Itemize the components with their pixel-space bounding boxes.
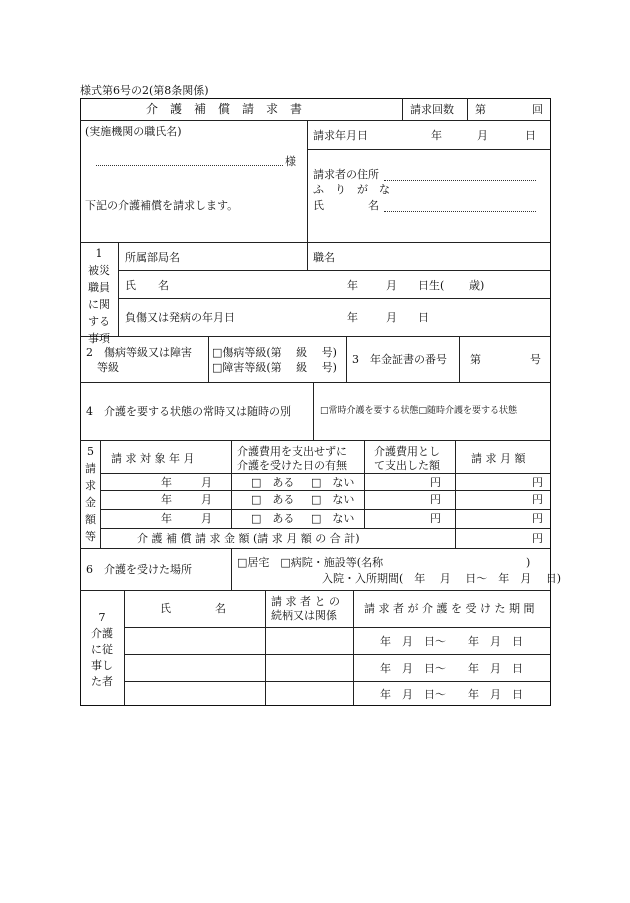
claim-row-yes[interactable]: □ ある <box>251 476 295 489</box>
injury-day: 日 <box>418 311 429 324</box>
request-count-dai: 第 <box>475 103 486 116</box>
claim-row-no[interactable]: □ ない <box>311 512 355 525</box>
injury-year: 年 <box>347 311 358 324</box>
care-state-options[interactable]: □常時介護を要する状態□随時介護を要する状態 <box>320 406 518 416</box>
caregiver-period: 年 月 日～ 年 月 日 <box>380 688 523 701</box>
form-title: 介 護 補 償 請 求 書 <box>146 102 303 116</box>
section2-label-a: 2 傷病等級又は障害 <box>86 346 192 359</box>
claim-row-claim-yen: 円 <box>532 476 543 489</box>
claim-row-month: 月 <box>201 493 212 506</box>
claim-row-paid-yen: 円 <box>430 512 441 525</box>
employee-name-label: 氏 名 <box>125 279 169 292</box>
section2-label-b: 等級 <box>97 361 119 374</box>
claim-row-yes[interactable]: □ ある <box>251 493 295 506</box>
form-number: 様式第6号の2(第8条関係) <box>80 84 209 97</box>
claimant-address-field[interactable] <box>384 180 536 181</box>
claimant-name-label: 氏 名 <box>313 199 379 212</box>
claimant-name-field[interactable] <box>384 211 536 212</box>
request-date-label: 請求年月日 <box>313 129 368 142</box>
pension-number-label: 3 年金証書の番号 <box>352 353 447 366</box>
request-date-day: 日 <box>525 129 536 142</box>
total-claim-label: 介 護 補 償 請 求 金 額 (請 求 月 額 の 合 計) <box>137 532 360 545</box>
request-count-label: 請求回数 <box>410 103 454 116</box>
admission-period: 入院・入所期間( 年 月 日～ 年 月 日) <box>322 572 562 585</box>
claim-row-claim-yen: 円 <box>532 493 543 506</box>
injury-date-label: 負傷又は発病の年月日 <box>125 311 235 324</box>
birth-age: 歳) <box>469 279 485 292</box>
care-place-options[interactable]: □居宅 □病院・施設等(名称 <box>237 556 384 569</box>
disease-grade-option[interactable]: □傷病等級(第 級 号) <box>212 346 337 359</box>
addressee-field[interactable] <box>96 165 283 166</box>
col-monthly-claim: 請 求 月 額 <box>471 452 526 465</box>
pension-number-go: 号 <box>530 353 541 366</box>
col-paid-amount-b: て支出した額 <box>374 459 440 472</box>
caregiver-period: 年 月 日～ 年 月 日 <box>380 635 523 648</box>
request-statement: 下記の介護補償を請求します。 <box>85 199 239 212</box>
section1-label: 1 被災 職員 に関 する 事項 <box>88 247 110 345</box>
relation-header-a: 請 求 者 と の <box>271 595 340 608</box>
injury-month: 月 <box>386 311 397 324</box>
birth-month: 月 <box>386 279 397 292</box>
claim-row-claim-yen: 円 <box>532 512 543 525</box>
col-unpaid-care-a: 介護費用を支出せずに <box>237 445 347 458</box>
claim-row-year: 年 <box>161 476 172 489</box>
total-claim-yen: 円 <box>532 532 543 545</box>
care-period-header: 請 求 者 が 介 護 を 受 け た 期 間 <box>364 602 535 615</box>
claim-row-no[interactable]: □ ない <box>311 493 355 506</box>
department-label: 所属部局名 <box>125 251 180 264</box>
furigana-label: ふ り が な <box>313 183 390 196</box>
claim-row-paid-yen: 円 <box>430 476 441 489</box>
claim-row-yes[interactable]: □ ある <box>251 512 295 525</box>
sama-suffix: 様 <box>285 155 296 168</box>
addressee-label: (実施機関の職氏名) <box>85 125 182 138</box>
section6-label: 6 介護を受けた場所 <box>86 563 192 576</box>
caregiver-period: 年 月 日～ 年 月 日 <box>380 662 523 675</box>
job-title-label: 職名 <box>313 251 335 264</box>
claimant-address-label: 請求者の住所 <box>313 168 379 181</box>
claim-row-year: 年 <box>161 512 172 525</box>
birth-year: 年 <box>347 279 358 292</box>
pension-number-dai: 第 <box>470 353 481 366</box>
request-count-kai: 回 <box>532 103 543 116</box>
claim-row-no[interactable]: □ ない <box>311 476 355 489</box>
claim-row-month: 月 <box>201 476 212 489</box>
birth-day: 日生( <box>418 279 445 292</box>
claim-row-year: 年 <box>161 493 172 506</box>
claim-row-month: 月 <box>201 512 212 525</box>
section7-label: 7 介護 に従 事し た者 <box>91 611 113 688</box>
caregiver-name-header: 氏 名 <box>160 602 226 615</box>
col-unpaid-care-b: 介護を受けた日の有無 <box>237 459 347 472</box>
care-place-close-paren: ) <box>526 556 531 569</box>
claim-row-paid-yen: 円 <box>430 493 441 506</box>
section4-label: 4 介護を要する状態の常時又は随時の別 <box>86 405 291 418</box>
disability-grade-option[interactable]: □障害等級(第 級 号) <box>212 361 337 374</box>
col-paid-amount-a: 介護費用とし <box>374 445 440 458</box>
relation-header-b: 続柄又は関係 <box>271 609 337 622</box>
request-date-year: 年 <box>431 129 442 142</box>
col-claim-period: 請 求 対 象 年 月 <box>111 452 195 465</box>
section5-label: 5 請 求 金 額 等 <box>85 445 96 543</box>
request-date-month: 月 <box>477 129 488 142</box>
